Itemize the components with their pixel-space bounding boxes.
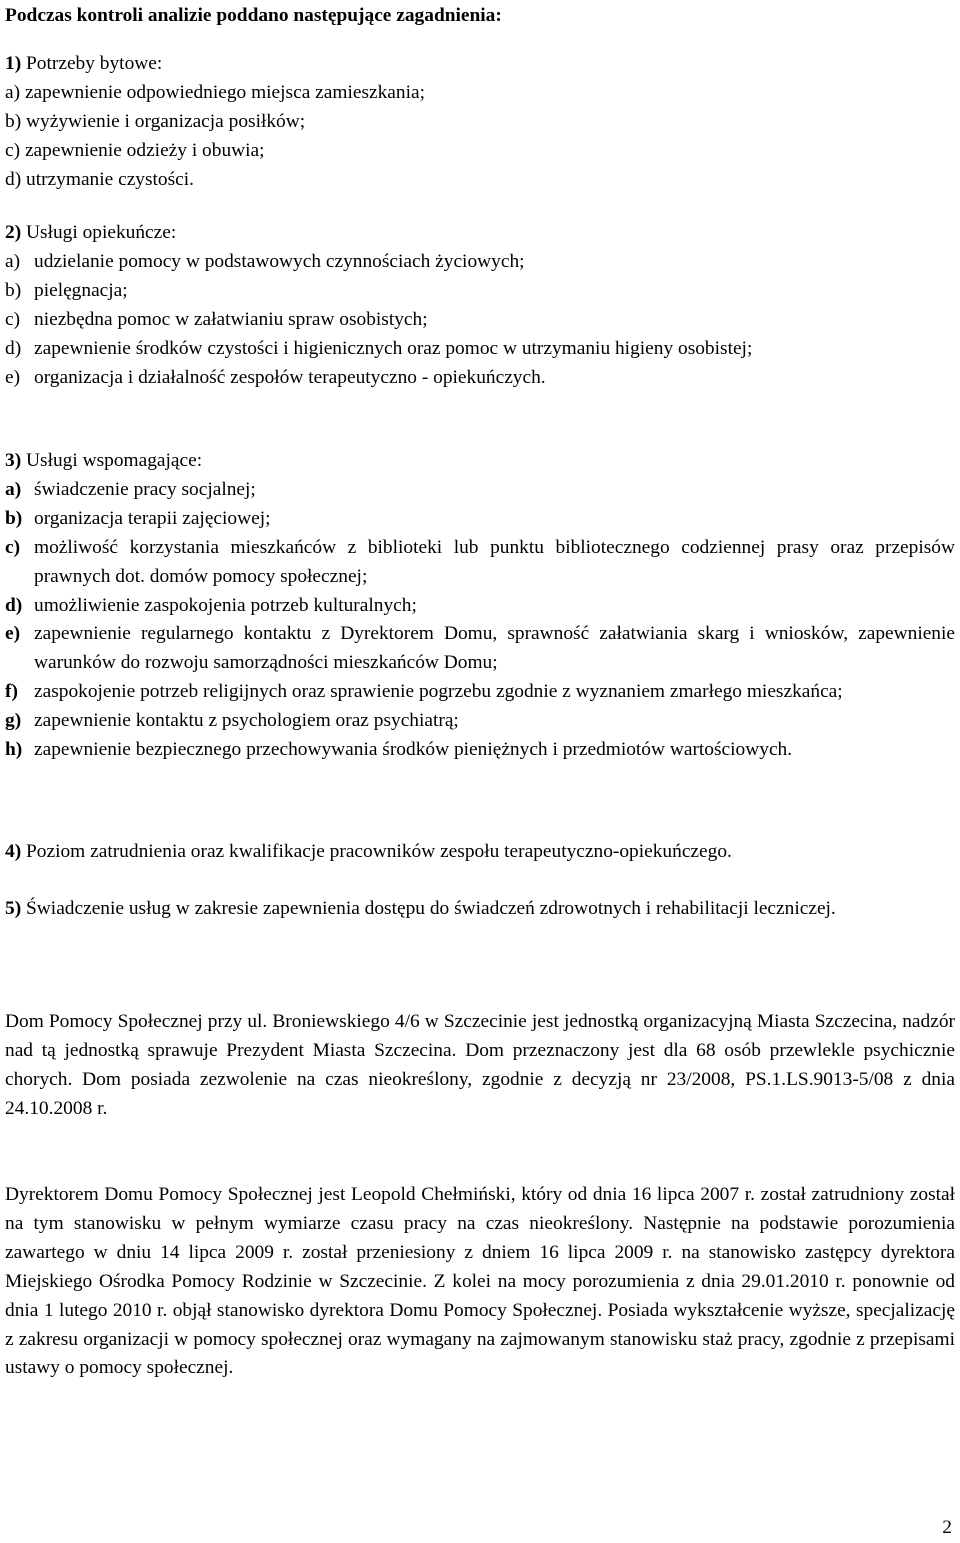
list-item-label: c)	[5, 536, 21, 558]
section-text: Poziom zatrudnienia oraz kwalifikacje pracowników zespołu terapeutyczno-opiekuńczego.	[26, 841, 732, 862]
list-item-label: a)	[5, 81, 21, 103]
list-item-label: h)	[5, 739, 23, 761]
list-item	[5, 306, 955, 335]
list-item-text: zapewnienie środków czystości i higienicznych oraz pomoc w utrzymaniu higieny osobistej;	[34, 337, 753, 359]
list-item	[5, 277, 955, 306]
list-item-label: d)	[5, 168, 22, 190]
list-item-label: d)	[5, 594, 23, 616]
list-item-label: b)	[5, 110, 22, 132]
list-item	[5, 335, 955, 364]
section-text: Świadczenie usług w zakresie zapewnienia dostępu do świadczeń zdrowotnych i rehabilitacji leczniczej.	[26, 898, 836, 919]
section-3	[5, 447, 955, 765]
list-item-text: organizacja i działalność zespołów terapeutyczno - opiekuńczych.	[34, 366, 546, 388]
section-2-title	[5, 219, 955, 248]
section-number: 2)	[5, 222, 22, 243]
list-item-label: g)	[5, 710, 22, 732]
paragraph-director: Dyrektorem Domu Pomocy Społecznej jest Leopold Chełmiński, który od dnia 16 lipca 2007 r. został zatrudniony został na tym stanowisku w pełnym wymiarze czasu pracy na czas nieokreślony. Następnie na podstawie porozumienia zawartego w dniu 14 lipca 2009 r. został przeniesiony z dniem 16 lipca 2009 r. na stanowisko zastępcy dyrektora Miejskiego Ośrodka Pomocy Rodzinie w Szczecinie. Z kolei na mocy porozumienia z dnia 29.01.2010 r. ponownie od dnia 1 lutego 2010 r. objął stanowisko dyrektora Domu Pomocy Społecznej. Posiada wykształcenie wyższe, specjalizację z zakresu organizacji w pomocy społecznej oraz wymagany na zajmowanym stanowisku staż pracy, zgodnie z przepisami ustawy o pomocy społecznej.	[5, 1184, 955, 1379]
list-item-text: zapewnienie odzieży i obuwia;	[24, 139, 265, 161]
list-item	[5, 678, 955, 707]
list-item	[5, 166, 955, 195]
section-title: Usługi opiekuńcze:	[26, 222, 177, 243]
list-item	[5, 79, 955, 108]
section-title: Potrzeby bytowe:	[26, 53, 163, 74]
list-item	[5, 108, 955, 137]
list-item-label: b)	[5, 279, 22, 301]
list-item-label: e)	[5, 366, 21, 388]
list-item-text: utrzymanie czystości.	[26, 168, 195, 190]
list-item-label: c)	[5, 308, 21, 330]
list-item-text: zapewnienie bezpiecznego przechowywania środków pieniężnych i przedmiotów wartościowych.	[34, 739, 793, 761]
list-item-text: możliwość korzystania mieszkańców z biblioteki lub punktu bibliotecznego codziennej prasy oraz przepisów prawnych dot. domów pomocy społecznej;	[34, 536, 955, 587]
page-number: 2	[942, 1517, 952, 1538]
list-item-label: f)	[5, 681, 18, 703]
list-item	[5, 364, 955, 393]
list-item	[5, 248, 955, 277]
list-item	[5, 707, 955, 736]
list-item-label: b)	[5, 507, 23, 529]
section-title: Usługi wspomagające:	[26, 450, 203, 471]
list-item-text: udzielanie pomocy w podstawowych czynnościach życiowych;	[34, 250, 525, 272]
paragraph-facility: Dom Pomocy Społecznej przy ul. Broniewskiego 4/6 w Szczecinie jest jednostką organizacyjną Miasta Szczecina, nadzór nad tą jednostką sprawuje Prezydent Miasta Szczecina. Dom przeznaczony jest dla 68 osób przewlekle psychicznie chorych. Dom posiada zezwolenie na czas nieokreślony, zgodnie z decyzją nr 23/2008, PS.1.LS.9013-5/08 z dnia 24.10.2008 r.	[5, 1011, 955, 1119]
list-item	[5, 476, 955, 505]
list-item-label: a)	[5, 250, 21, 272]
document-heading: Podczas kontroli analizie poddano następujące zagadnienia:	[5, 5, 502, 26]
list-item	[5, 592, 955, 621]
list-item-label: a)	[5, 478, 22, 500]
section-3-title	[5, 447, 955, 476]
section-5	[5, 895, 955, 924]
list-item-label: d)	[5, 337, 22, 359]
list-item	[5, 534, 955, 592]
list-item	[5, 137, 955, 166]
list-item-text: zaspokojenie potrzeb religijnych oraz sprawienie pogrzebu zgodnie z wyznaniem zmarłego mieszkańca;	[34, 681, 843, 703]
section-number: 4)	[5, 841, 22, 862]
list-item-text: świadczenie pracy socjalnej;	[34, 478, 256, 500]
list-item-text: organizacja terapii zajęciowej;	[34, 507, 271, 529]
section-1	[5, 50, 955, 195]
list-item-text: wyżywienie i organizacja posiłków;	[26, 110, 306, 132]
section-1-title	[5, 50, 955, 79]
section-4	[5, 838, 955, 867]
list-item-text: niezbędna pomoc w załatwianiu spraw osobistych;	[34, 308, 428, 330]
section-number: 5)	[5, 898, 22, 919]
section-number: 1)	[5, 53, 22, 74]
list-item-text: pielęgnacja;	[34, 279, 128, 301]
list-item-text: zapewnienie odpowiedniego miejsca zamieszkania;	[24, 81, 425, 103]
list-item-text: zapewnienie kontaktu z psychologiem oraz psychiatrą;	[34, 710, 459, 732]
list-item-text: zapewnienie regularnego kontaktu z Dyrektorem Domu, sprawność załatwiania skarg i wniosków, zapewnienie warunków do rozwoju samorządności mieszkańców Domu;	[34, 623, 955, 674]
list-item	[5, 620, 955, 678]
list-item-label: e)	[5, 623, 21, 645]
list-item-label: c)	[5, 139, 21, 161]
list-item	[5, 505, 955, 534]
section-2	[5, 219, 955, 392]
section-number: 3)	[5, 450, 22, 471]
list-item-text: umożliwienie zaspokojenia potrzeb kulturalnych;	[34, 594, 417, 616]
list-item	[5, 736, 955, 765]
